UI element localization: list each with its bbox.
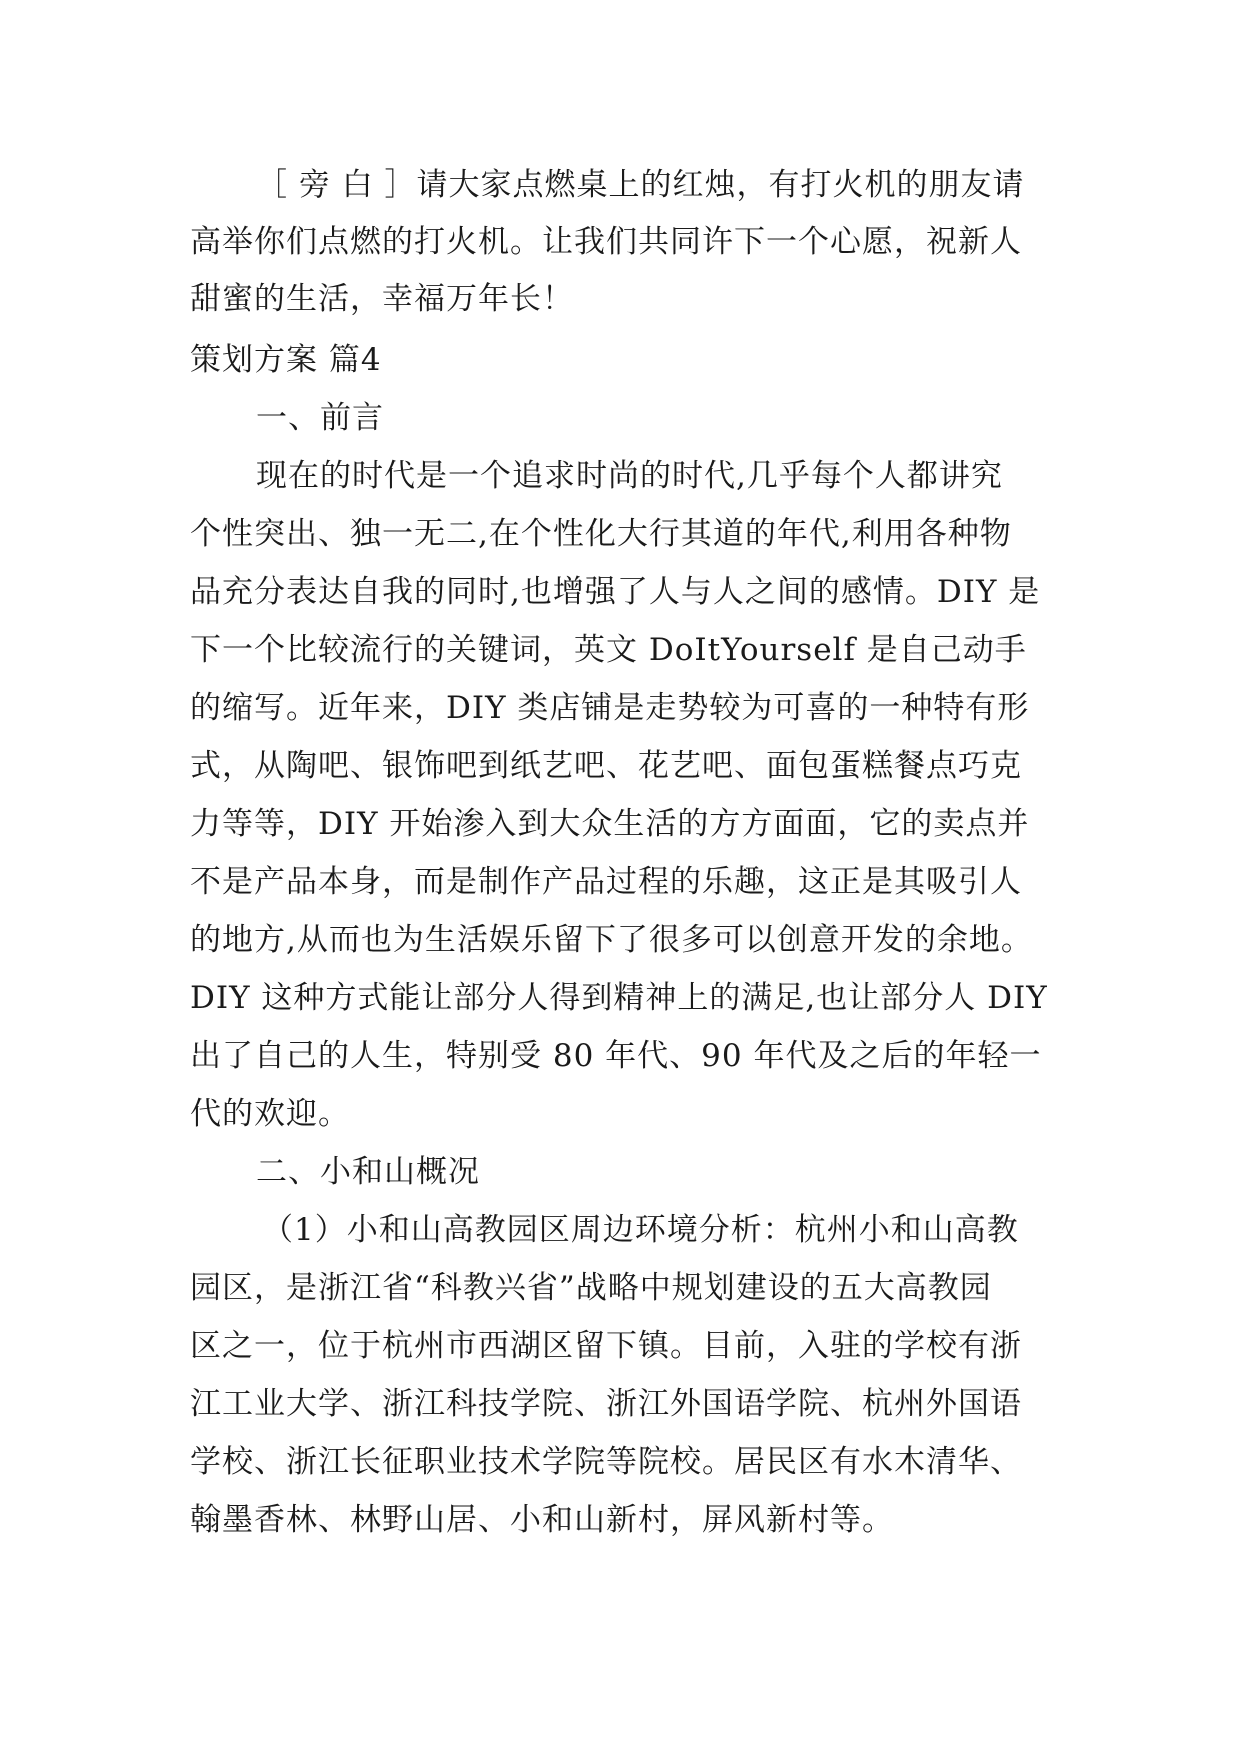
paragraph-line: 出了自己的人生，特别受 80 年代、90 年代及之后的年轻一 xyxy=(190,1038,1042,1074)
paragraph-line: ［ 旁 白 ］请大家点燃桌上的红烛，有打火机的朋友请 xyxy=(256,167,1025,203)
paragraph-line: 园区，是浙江省“科教兴省”战略中规划建设的五大高教园 xyxy=(190,1270,992,1306)
paragraph-line: 式，从陶吧、银饰吧到纸艺吧、花艺吧、面包蛋糕餐点巧克 xyxy=(190,748,1022,784)
subsection-heading: 一、前言 xyxy=(256,400,384,436)
paragraph-line: 江工业大学、浙江科技学院、浙江外国语学院、杭州外国语 xyxy=(190,1386,1022,1422)
paragraph-line: 高举你们点燃的打火机。让我们共同许下一个心愿，祝新人 xyxy=(190,224,1022,260)
paragraph-line: 力等等，DIY 开始渗入到大众生活的方方面面，它的卖点并 xyxy=(190,806,1030,842)
paragraph-line: 现在的时代是一个追求时尚的时代,几乎每个人都讲究 xyxy=(256,458,1003,494)
paragraph-line: 甜蜜的生活，幸福万年长！ xyxy=(190,281,574,317)
paragraph-line: 区之一，位于杭州市西湖区留下镇。目前，入驻的学校有浙 xyxy=(190,1328,1022,1364)
paragraph-line: 的地方,从而也为生活娱乐留下了很多可以创意开发的余地。 xyxy=(190,922,1033,958)
paragraph-line: 代的欢迎。 xyxy=(190,1096,350,1132)
paragraph-line: 不是产品本身，而是制作产品过程的乐趣，这正是其吸引人 xyxy=(190,864,1022,900)
section-heading: 策划方案 篇4 xyxy=(190,342,382,378)
paragraph-line: 个性突出、独一无二,在个性化大行其道的年代,利用各种物 xyxy=(190,516,1012,552)
paragraph-line: 的缩写。近年来，DIY 类店铺是走势较为可喜的一种特有形 xyxy=(190,690,1030,726)
paragraph-line: DIY 这种方式能让部分人得到精神上的满足,也让部分人 DIY xyxy=(190,980,1048,1016)
paragraph-line: 下一个比较流行的关键词，英文 DoItYourself 是自己动手 xyxy=(190,632,1027,668)
paragraph-line: 翰墨香林、林野山居、小和山新村，屏风新村等。 xyxy=(190,1502,894,1538)
paragraph-line: （1）小和山高教园区周边环境分析：杭州小和山高教 xyxy=(262,1212,1019,1248)
paragraph-line: 品充分表达自我的同时,也增强了人与人之间的感情。DIY 是 xyxy=(190,574,1041,610)
paragraph-line: 学校、浙江长征职业技术学院等院校。居民区有水木清华、 xyxy=(190,1444,1022,1480)
subsection-heading: 二、小和山概况 xyxy=(256,1154,480,1190)
